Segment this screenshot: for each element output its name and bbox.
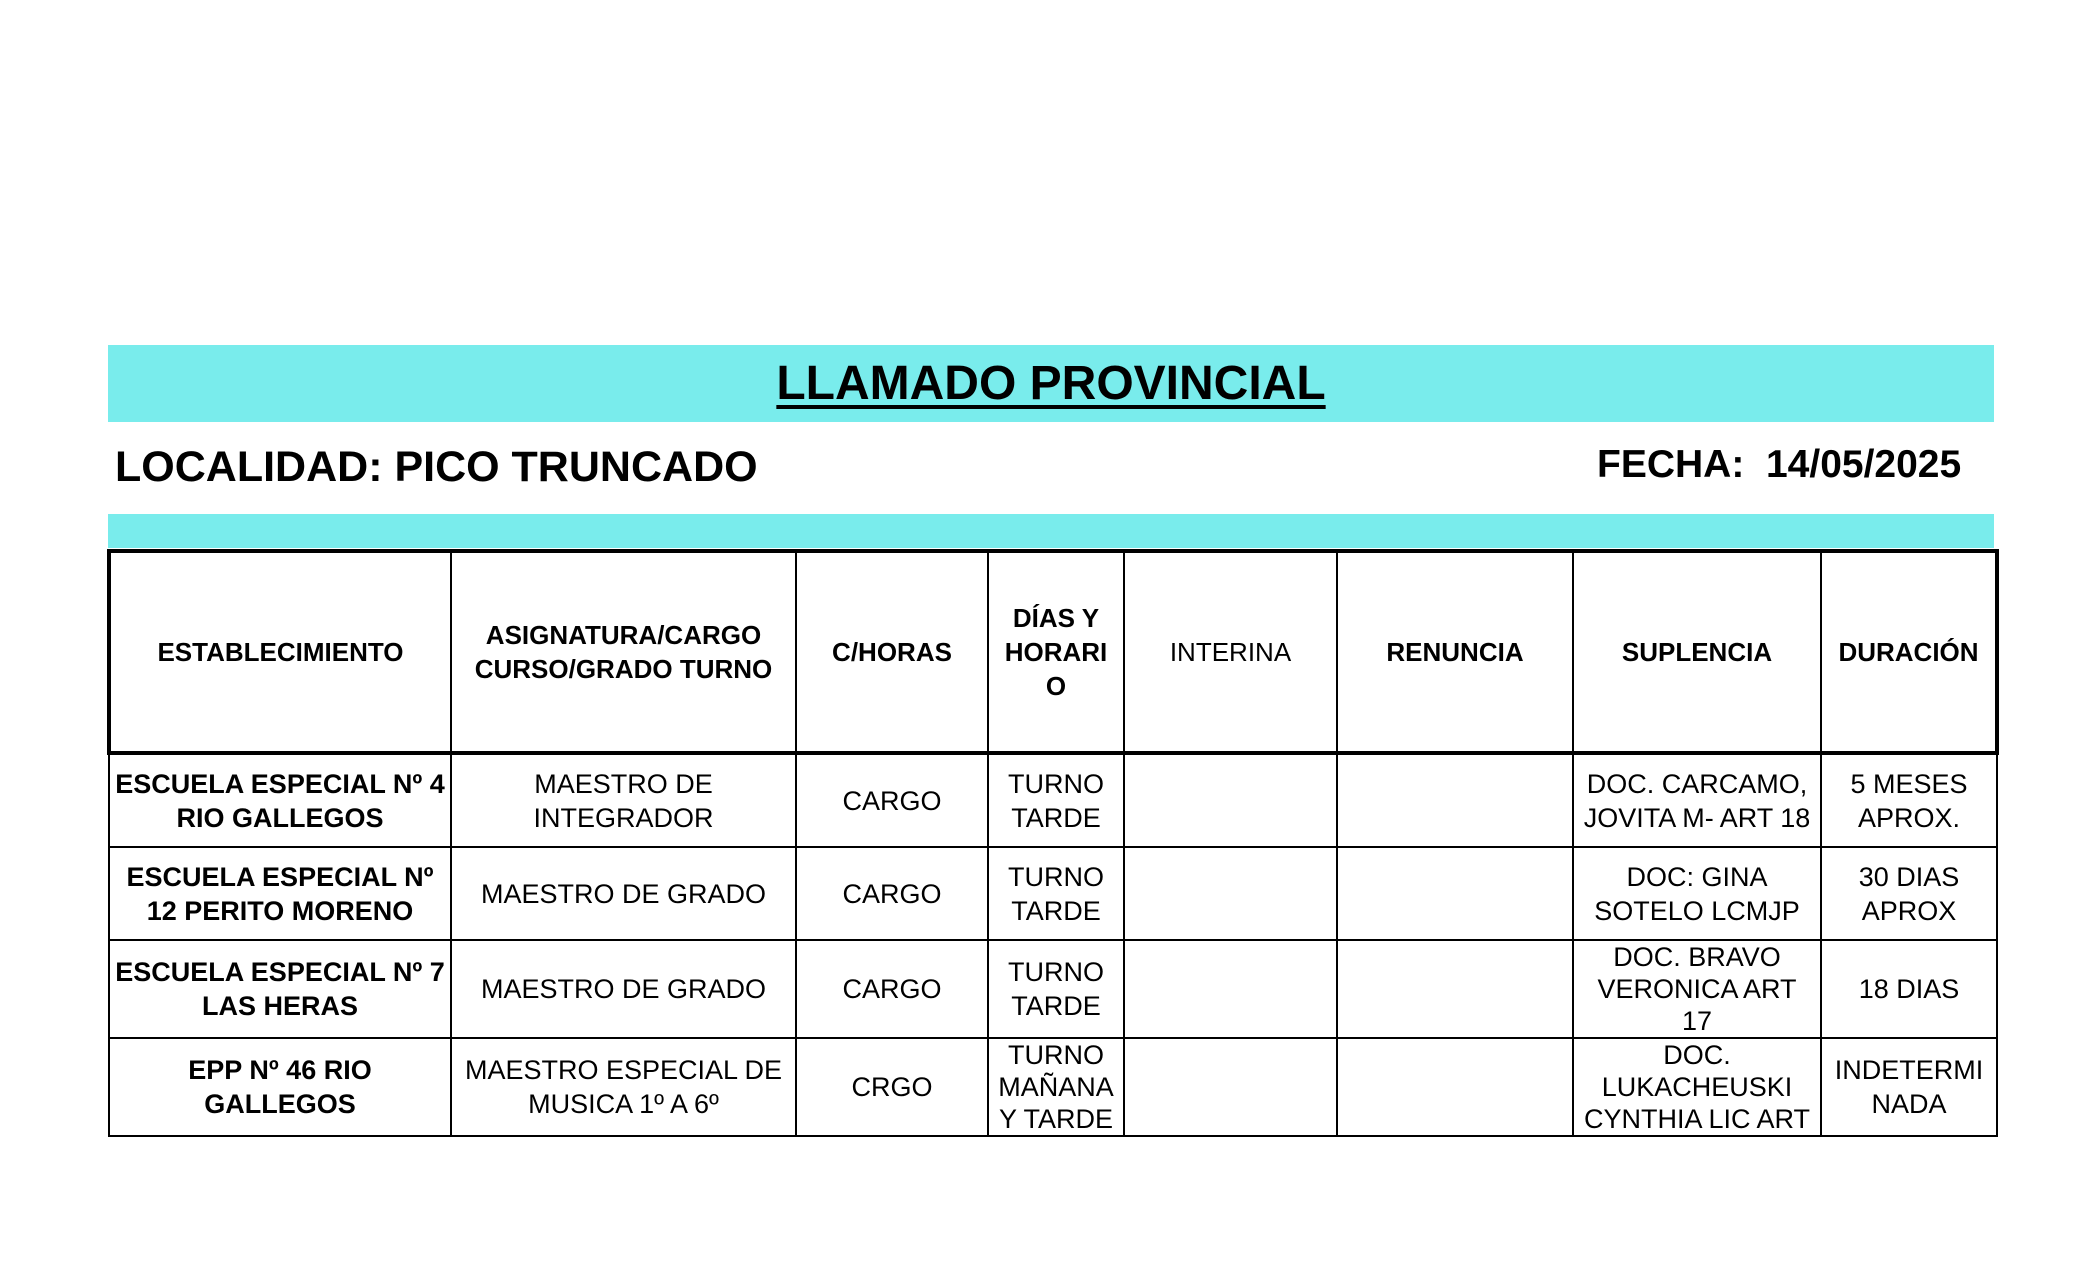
cell-suplencia: DOC: GINA SOTELO LCMJP xyxy=(1573,847,1821,940)
cell-asignatura: MAESTRO ESPECIAL DE MUSICA 1º A 6º xyxy=(451,1038,796,1136)
col-interina: INTERINA xyxy=(1124,551,1337,753)
cell-suplencia: DOC. CARCAMO, JOVITA M- ART 18 xyxy=(1573,753,1821,847)
table-row xyxy=(109,753,1997,847)
vacancies-table xyxy=(107,549,1999,1137)
col-suplencia: SUPLENCIA xyxy=(1573,551,1821,753)
cell-renuncia xyxy=(1337,753,1573,847)
cell-interina xyxy=(1124,753,1337,847)
cell-duracion: 18 DIAS xyxy=(1821,940,1997,1038)
page-title: LLAMADO PROVINCIAL xyxy=(776,357,1326,410)
cell-dias-horario: TURNO MAÑANA Y TARDE xyxy=(988,1038,1124,1136)
cell-interina xyxy=(1124,847,1337,940)
table-row xyxy=(109,1038,1997,1136)
cell-dias-horario: TURNO TARDE xyxy=(988,940,1124,1038)
cell-dias-horario: TURNO TARDE xyxy=(988,753,1124,847)
cell-establecimiento: EPP Nº 46 RIO GALLEGOS xyxy=(109,1038,451,1136)
cell-duracion: 5 MESES APROX. xyxy=(1821,753,1997,847)
cell-establecimiento: ESCUELA ESPECIAL Nº 7 LAS HERAS xyxy=(109,940,451,1038)
col-duracion: DURACIÓN xyxy=(1821,551,1997,753)
cell-choras: CARGO xyxy=(796,847,988,940)
cell-choras: CARGO xyxy=(796,940,988,1038)
table-row xyxy=(109,847,1997,940)
cell-dias-horario: TURNO TARDE xyxy=(988,847,1124,940)
cell-asignatura: MAESTRO DE GRADO xyxy=(451,847,796,940)
col-establecimiento: ESTABLECIMIENTO xyxy=(109,551,451,753)
cell-choras: CRGO xyxy=(796,1038,988,1136)
cell-interina xyxy=(1124,1038,1337,1136)
table-row xyxy=(109,940,1997,1038)
cell-asignatura: MAESTRO DE GRADO xyxy=(451,940,796,1038)
cell-establecimiento: ESCUELA ESPECIAL Nº 4 RIO GALLEGOS xyxy=(109,753,451,847)
col-dias-horario: DÍAS Y HORARI O xyxy=(988,551,1124,753)
table-header-row xyxy=(109,551,1997,753)
cell-choras: CARGO xyxy=(796,753,988,847)
fecha-label: FECHA: 14/05/2025 xyxy=(1597,443,1962,486)
cell-suplencia: DOC. LUKACHEUSKI CYNTHIA LIC ART xyxy=(1573,1038,1821,1136)
cell-renuncia xyxy=(1337,847,1573,940)
cell-suplencia: DOC. BRAVO VERONICA ART 17 xyxy=(1573,940,1821,1038)
header-band xyxy=(108,514,1994,548)
cell-duracion: 30 DIAS APROX xyxy=(1821,847,1997,940)
col-choras: C/HORAS xyxy=(796,551,988,753)
cell-interina xyxy=(1124,940,1337,1038)
localidad-label: LOCALIDAD: PICO TRUNCADO xyxy=(115,443,758,491)
cell-establecimiento: ESCUELA ESPECIAL Nº 12 PERITO MORENO xyxy=(109,847,451,940)
cell-renuncia xyxy=(1337,940,1573,1038)
col-asignatura: ASIGNATURA/CARGO CURSO/GRADO TURNO xyxy=(451,551,796,753)
cell-renuncia xyxy=(1337,1038,1573,1136)
cell-asignatura: MAESTRO DE INTEGRADOR xyxy=(451,753,796,847)
title-band xyxy=(108,345,1994,422)
col-renuncia: RENUNCIA xyxy=(1337,551,1573,753)
cell-duracion: INDETERMI NADA xyxy=(1821,1038,1997,1136)
